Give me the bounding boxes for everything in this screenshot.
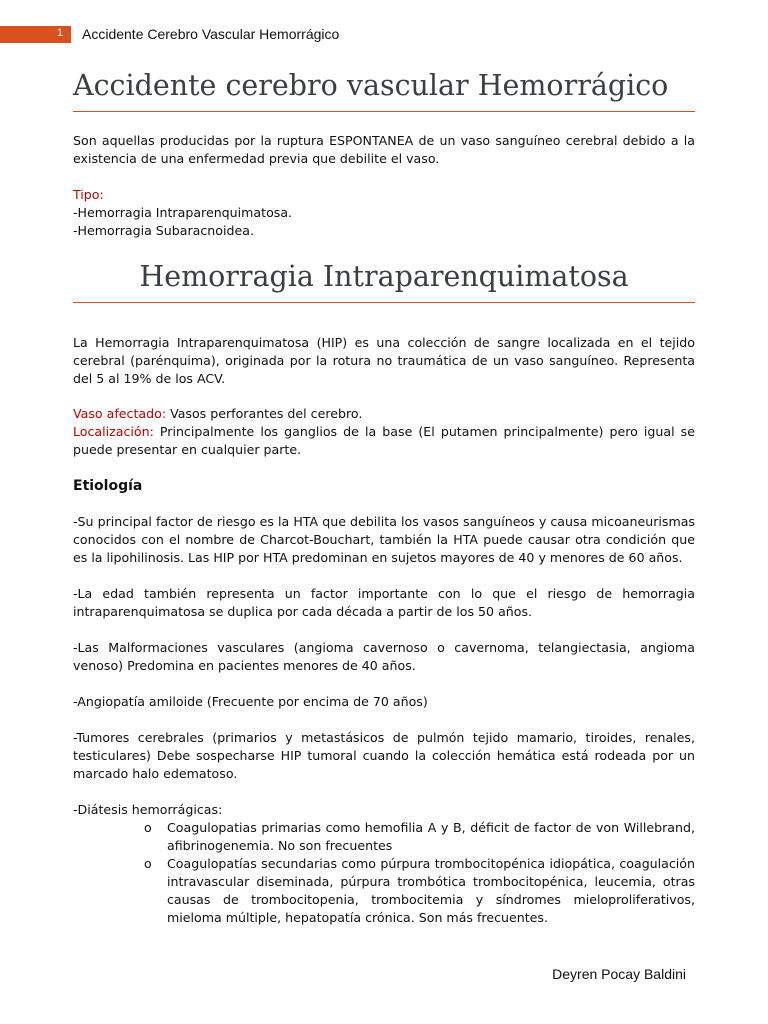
running-title: Accidente Cerebro Vascular Hemorrágico: [82, 26, 340, 42]
list-item: [73, 819, 695, 855]
vaso-afectado-line: [73, 405, 695, 423]
tipo-label: Tipo:: [73, 187, 104, 202]
etiologia-paragraph: -La edad también representa un factor importante con lo que el riesgo de hemorragia intraparenquimatosa se duplica por cada década a partir de los 50 años.: [73, 586, 695, 619]
localizacion-text: Principalmente los ganglios de la base (El putamen principalmente) pero igual se puede presentar en cualquier parte.: [73, 424, 695, 457]
page-number: 1: [57, 27, 64, 39]
localizacion-line: [73, 423, 695, 459]
bullet-icon: o: [144, 856, 152, 871]
section-title-hip: Hemorragia Intraparenquimatosa: [73, 257, 695, 303]
localizacion-label: Localización:: [73, 424, 154, 439]
vaso-colon: :: [161, 406, 167, 421]
paragraph-intro: Son aquellas producidas por la ruptura ESPONTANEA de un vaso sanguíneo cerebral debido a la existencia de una enfermedad previa que debilite el vaso.: [73, 133, 695, 166]
document-body: [73, 66, 695, 927]
paragraph-hip-intro: La Hemorragia Intraparenquimatosa (HIP) es una colección de sangre localizada en el tejido cerebral (parénquima), originada por la rotura no traumática de un vaso sanguíneo. Representa del 5 al 19% de los ACV.: [73, 335, 695, 386]
etiologia-paragraph: -Angiopatía amiloide (Frecuente por encima de 70 años): [73, 694, 428, 709]
section-title-acv: Accidente cerebro vascular Hemorrágico: [73, 66, 695, 112]
etiologia-heading: Etiología: [73, 478, 143, 494]
bullet-icon: o: [144, 820, 152, 835]
etiologia-paragraph: -Tumores cerebrales (primarios y metastásicos de pulmón tejido mamario, tiroides, renales, testiculares) Debe sospecharse HIP tumoral cuando la colección hemática está rodeada por un marcado halo edematoso.: [73, 730, 695, 781]
diatesis-label: -Diátesis hemorrágicas:: [73, 802, 223, 817]
etiologia-paragraph: -Las Malformaciones vasculares (angioma cavernoso o cavernoma, telangiectasia, angioma venoso) Predomina en pacientes menores de 40 años.: [73, 640, 695, 673]
etiologia-paragraph: -Su principal factor de riesgo es la HTA que debilita los vasos sanguíneos y causa micoaneurismas conocidos con el nombre de Charcot-Bouchart, también la HTA puede causar otra condición que es la lipohilinosis. Las HIP por HTA predominan en sujetos mayores de 40 y menores de 60 años.: [73, 514, 695, 565]
vaso-text: Vasos perforantes del cerebro.: [166, 406, 363, 421]
footer-author: Deyren Pocay Baldini: [552, 966, 686, 982]
tipo-item: -Hemorragia Intraparenquimatosa.: [73, 205, 293, 220]
list-item: [73, 855, 695, 927]
vaso-label: Vaso afectado: [73, 406, 162, 421]
diatesis-item-text: Coagulopatias primarias como hemofilia A y B, déficit de factor de von Willebrand, afibrinogenemia. No son frecuentes: [167, 820, 695, 853]
diatesis-list: [73, 819, 695, 927]
diatesis-item-text: Coagulopatías secundarias como púrpura trombocitopénica idiopática, coagulación intravascular diseminada, púrpura trombótica trombocitopénica, leucemia, otras causas de trombocitopenia, trombocitemia y síndromes mieloproliferativos, mieloma múltiple, hepatopatía crónica. Son más frecuentes.: [167, 856, 695, 925]
tipo-item: -Hemorragia Subaracnoidea.: [73, 223, 254, 238]
